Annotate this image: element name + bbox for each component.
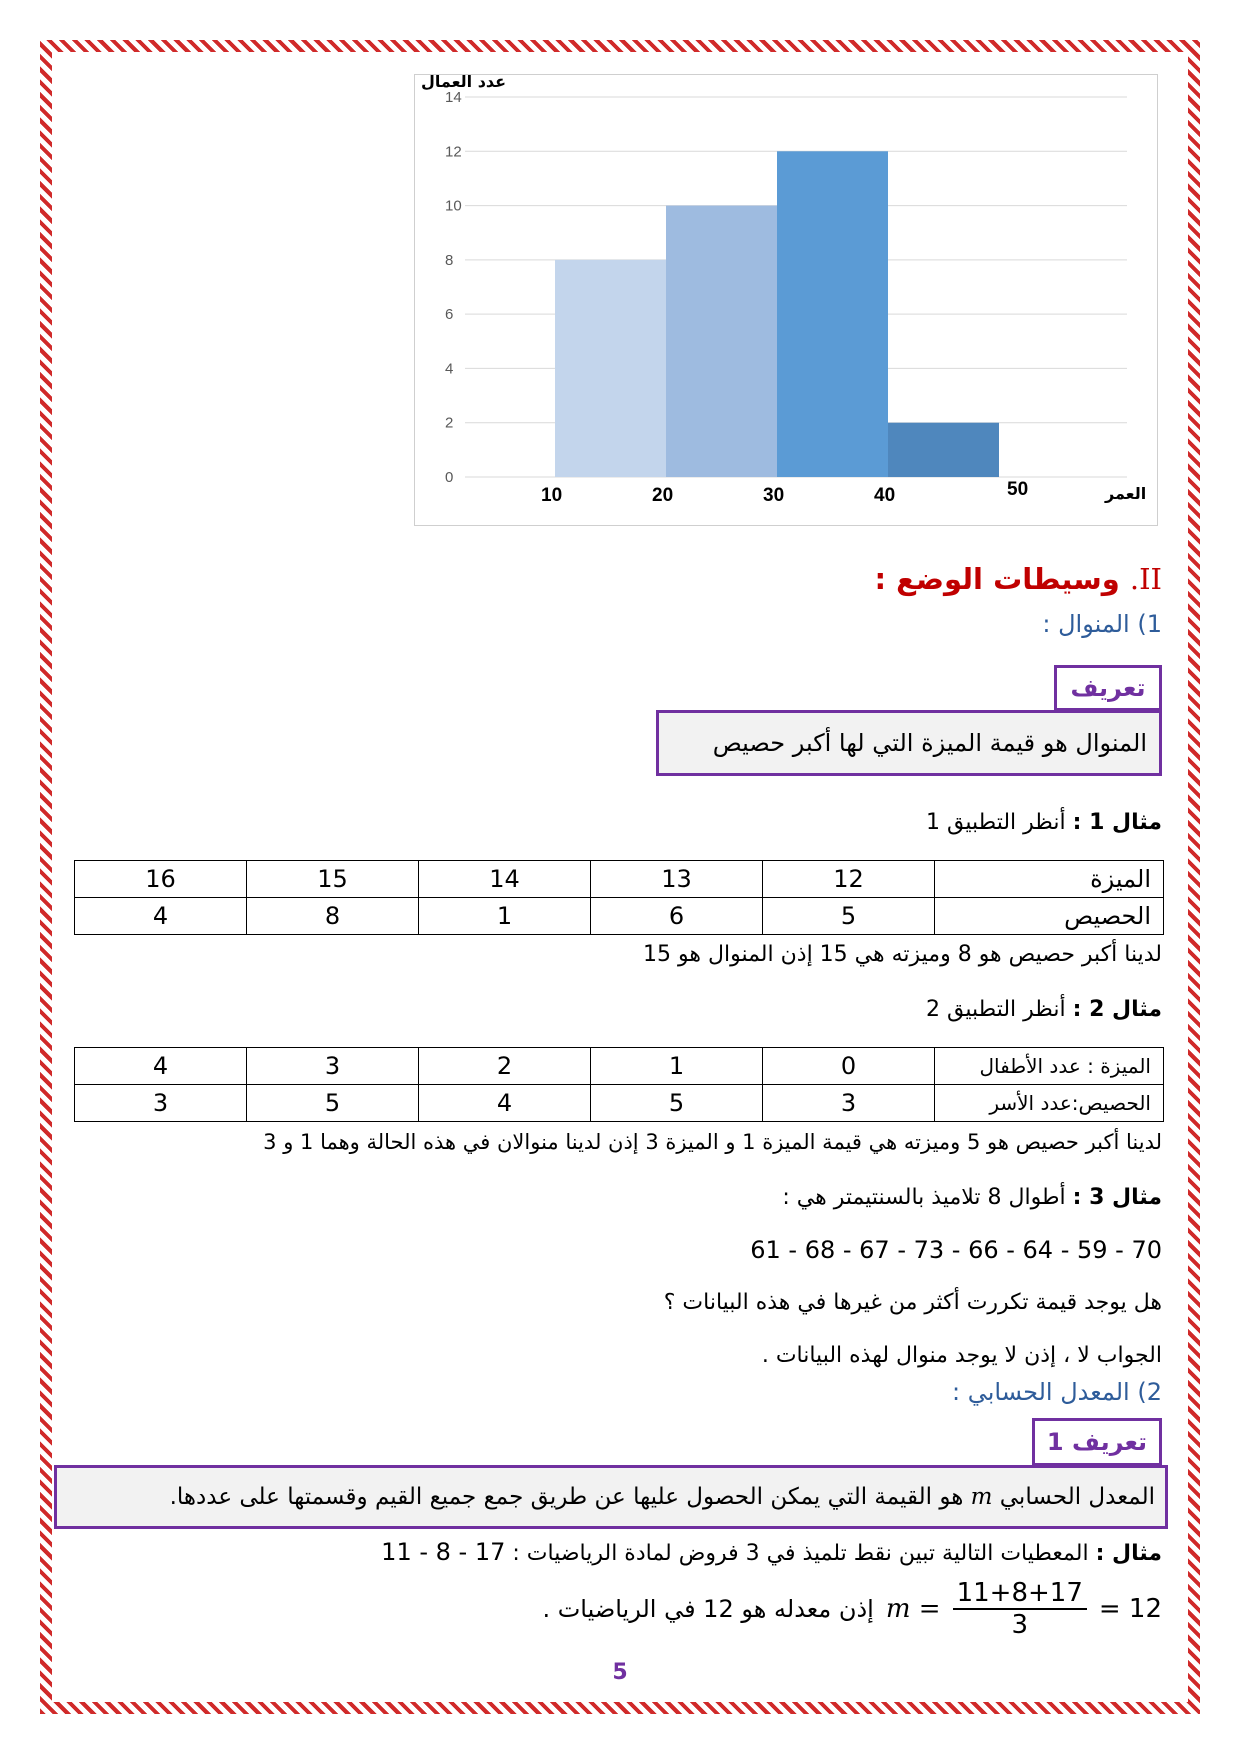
table-1-cell: 5 [763, 898, 935, 935]
mode-subtitle-number: 1) [1137, 610, 1162, 638]
mode-subtitle-text: المنوال : [1042, 610, 1130, 638]
x-tick-label: 40 [874, 485, 896, 506]
mean-example-text: المعطيات التالية تبين نقط تلميذ في 3 فروض لمادة الرياضيات : [512, 1541, 1089, 1566]
mode-definition-box: المنوال هو قيمة الميزة التي لها أكبر حصيص [656, 710, 1162, 776]
mean-definition-tab: تعريف 1 [1032, 1418, 1162, 1466]
histogram-bar [666, 206, 777, 477]
example-2-conclusion: لدينا أكبر حصيص هو 5 وميزته هي قيمة الميزة 1 و الميزة 3 إذن لدينا منوالان في هذه الحالة وهما 1 و 3 [263, 1130, 1162, 1154]
table-2-cell: 3 [75, 1085, 247, 1122]
y-tick-label: 6 [445, 306, 454, 324]
example-3-answer: الجواب لا ، إذن لا يوجد منوال لهذه البيانات . [761, 1343, 1162, 1368]
example-3 [782, 1185, 1162, 1210]
example-3-label: مثال 3 : [1072, 1185, 1162, 1210]
table-1-cell: 14 [419, 861, 591, 898]
example-2 [926, 997, 1162, 1022]
mean-example [381, 1538, 1162, 1566]
table-1-cell: 12 [763, 861, 935, 898]
mean-definition-text-a: المعدل الحسابي [999, 1484, 1155, 1510]
example-3-text: أطوال 8 تلاميذ بالسنتيمتر هي : [782, 1185, 1066, 1210]
histogram-bar [555, 260, 666, 477]
table-2-cell: 4 [75, 1048, 247, 1085]
table-1 [74, 860, 1164, 935]
table-1-cell: الحصيص [935, 898, 1164, 935]
mean-subtitle-number: 2) [1137, 1378, 1162, 1406]
example-1 [926, 810, 1162, 835]
table-1-cell: 13 [591, 861, 763, 898]
table-1-cell: 16 [75, 861, 247, 898]
x-tick-label: 30 [763, 485, 785, 506]
mean-definition-text-b: هو القيمة التي يمكن الحصول عليها عن طريق جمع جميع القيم وقسمتها على عددها. [169, 1484, 964, 1510]
formula-denominator: 3 [1011, 1610, 1028, 1640]
formula-numerator: 11+8+17 [953, 1578, 1087, 1610]
table-1-row-values [75, 861, 1164, 898]
y-tick-label: 0 [445, 469, 454, 486]
y-tick-label: 10 [445, 197, 462, 215]
table-2-cell: 1 [591, 1048, 763, 1085]
mean-variable: m [970, 1484, 993, 1510]
formula-result: = 12 [1098, 1594, 1162, 1624]
table-2-cell: 3 [247, 1048, 419, 1085]
example-1-conclusion: لدينا أكبر حصيص هو 8 وميزته هي 15 إذن المنوال هو 15 [643, 942, 1162, 967]
table-2-cell: 5 [247, 1085, 419, 1122]
example-1-text: أنظر التطبيق 1 [926, 810, 1066, 835]
example-2-text: أنظر التطبيق 2 [926, 997, 1066, 1022]
histogram-svg [415, 75, 1157, 525]
table-2-cell: الميزة : عدد الأطفال [935, 1048, 1164, 1085]
x-tick-label: 50 [1007, 479, 1029, 500]
section-heading: وسيطات الوضع : [874, 562, 1120, 596]
y-tick-label: 8 [445, 251, 454, 269]
mode-subtitle [1042, 610, 1162, 638]
y-tick-label: 12 [445, 143, 462, 161]
table-1-cell: 8 [247, 898, 419, 935]
page-number: 5 [612, 1660, 628, 1685]
example-3-question: هل يوجد قيمة تكررت أكثر من غيرها في هذه البيانات ؟ [663, 1290, 1162, 1315]
formula-variable: m = [885, 1594, 941, 1624]
mean-subtitle-text: المعدل الحسابي : [952, 1378, 1130, 1406]
table-2-cell: 4 [419, 1085, 591, 1122]
mean-example-values: 17 - 8 - 11 [381, 1538, 506, 1566]
mean-example-label: مثال : [1095, 1541, 1162, 1566]
y-tick-label: 14 [445, 89, 462, 106]
example-3-values: 61 - 68 - 67 - 73 - 66 - 64 - 59 - 70 [750, 1236, 1162, 1264]
formula-text: إذن معدله هو 12 في الرياضيات . [542, 1595, 874, 1623]
x-tick-label: 20 [652, 485, 674, 506]
histogram-bar [888, 423, 999, 477]
mean-formula-line [542, 1578, 1162, 1640]
example-1-label: مثال 1 : [1072, 810, 1162, 835]
y-tick-label: 2 [445, 414, 454, 432]
x-axis-title: العمر [1105, 484, 1147, 503]
table-1-cell: 6 [591, 898, 763, 935]
mode-definition-tab: تعريف [1054, 665, 1162, 711]
formula-fraction [953, 1578, 1087, 1640]
mean-subtitle [952, 1378, 1162, 1406]
section-title [874, 562, 1162, 596]
table-1-row-frequency [75, 898, 1164, 935]
section-number: II. [1129, 562, 1162, 596]
y-tick-label: 4 [445, 360, 454, 378]
mean-definition-box [54, 1465, 1168, 1529]
table-2-row-values [75, 1048, 1164, 1085]
table-1-cell: 4 [75, 898, 247, 935]
table-2-cell: 2 [419, 1048, 591, 1085]
table-1-cell: 15 [247, 861, 419, 898]
table-2-row-frequency [75, 1085, 1164, 1122]
y-axis-title: عدد العمال [421, 75, 507, 91]
example-2-label: مثال 2 : [1072, 997, 1162, 1022]
table-2 [74, 1047, 1164, 1122]
table-2-cell: 0 [763, 1048, 935, 1085]
table-1-cell: الميزة [935, 861, 1164, 898]
table-1-cell: 1 [419, 898, 591, 935]
x-tick-label: 10 [541, 485, 563, 506]
table-2-cell: الحصيص:عدد الأسر [935, 1085, 1164, 1122]
histogram-chart [414, 74, 1158, 526]
table-2-cell: 5 [591, 1085, 763, 1122]
histogram-bar [777, 151, 888, 477]
table-2-cell: 3 [763, 1085, 935, 1122]
